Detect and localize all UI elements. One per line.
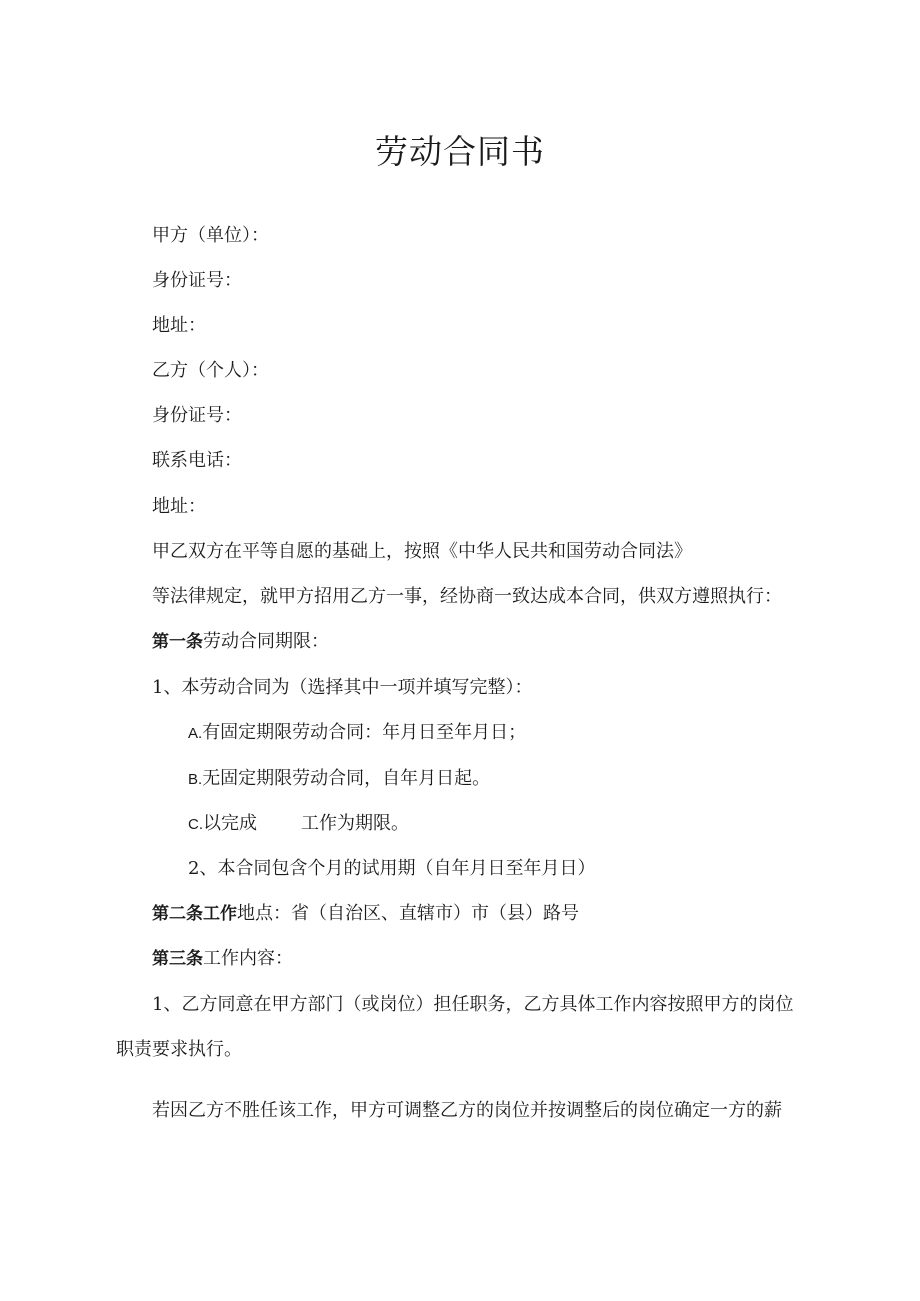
article-1-option-b [188,766,490,793]
article-2-text: 地点：省（自治区、直辖市）市（县）路号 [237,903,579,924]
article-3-text: 工作内容： [203,948,293,969]
party-a-id-label: 身份证号： [152,270,242,291]
option-c-letter: C. [188,816,203,833]
article-3-paragraph-2: 若因乙方不胜任该工作，甲方可调整乙方的岗位并按调整后的岗位确定一方的薪 [152,1100,782,1121]
article-3-label: 第三条 [152,949,203,969]
article-1-item-2: 2、本合同包含个月的试用期（自年月日至年月日） [188,858,596,879]
party-b-label: 乙方（个人）： [152,360,269,381]
option-c-text-2: 工作为期限。 [301,813,409,834]
article-1-heading [152,629,329,655]
option-b-text: 无固定期限劳动合同，自年月日起。 [202,768,491,789]
article-1-option-a [188,720,526,747]
option-a-letter: A. [188,725,203,742]
article-2-heading [152,901,579,927]
article-1-option-c [188,811,409,838]
preamble-line-1: 甲乙双方在平等自愿的基础上，按照《中华人民共和国劳动合同法》 [152,541,692,562]
party-b-phone-label: 联系电话： [152,450,242,471]
article-1-item-1: 1、本劳动合同为（选择其中一项并填写完整）： [152,677,533,698]
preamble-line-2: 等法律规定，就甲方招用乙方一事，经协商一致达成本合同，供双方遵照执行： [152,586,782,607]
article-3-item-1-line-2: 职责要求执行。 [116,1039,242,1060]
article-1-label: 第一条 [152,632,203,652]
party-a-address-label: 地址： [152,315,206,336]
party-a-label: 甲方（单位）： [152,225,269,246]
document-title: 劳动合同书 [375,132,545,171]
option-b-letter: B. [188,771,203,788]
option-a-text: 有固定期限劳动合同：年月日至年月日； [202,722,527,743]
option-c-text-1: 以完成 [203,813,257,834]
article-1-text: 劳动合同期限： [203,631,329,652]
article-3-item-1-line-1: 1、乙方同意在甲方部门（或岗位）担任职务，乙方具体工作内容按照甲方的岗位 [152,994,794,1015]
article-2-label: 第二条工作 [152,904,237,924]
party-b-address-label: 地址： [152,496,206,517]
article-3-heading [152,946,293,972]
party-b-id-label: 身份证号： [152,405,242,426]
